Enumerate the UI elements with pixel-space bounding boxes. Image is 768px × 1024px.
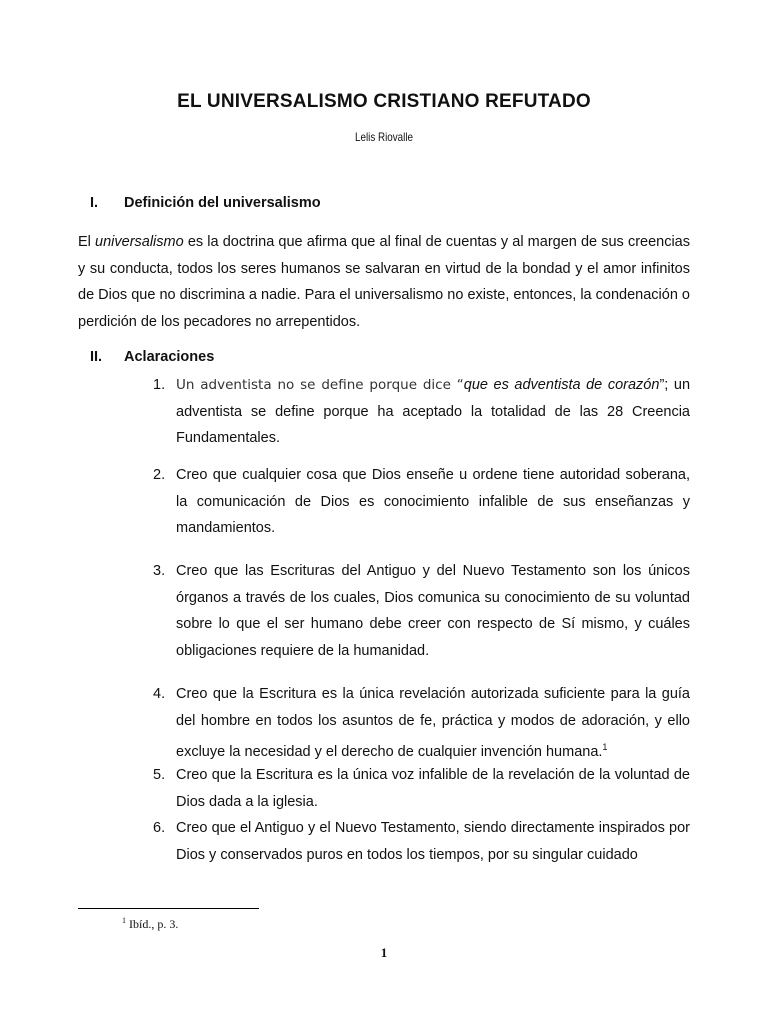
footnote-text: Ibíd., p. 3. bbox=[126, 917, 179, 931]
para-emphasis: universalismo bbox=[95, 234, 184, 250]
list-item-text: Creo que la Escritura es la única voz infalible de la revelación de la voluntad de Dios dada a la iglesia. bbox=[176, 767, 690, 810]
list-item-number: 6. bbox=[153, 820, 166, 836]
para-prefix: El bbox=[78, 234, 96, 250]
list-item-text-part: Un adventista no se define porque dice “ bbox=[176, 377, 464, 393]
list-item-text-part: ”; un adventista se define porque ha aceptado la totalidad de las 28 Creencia Fundamentales. bbox=[176, 377, 691, 446]
list-item bbox=[153, 372, 690, 452]
list-item-emphasis: que es adventista de corazón bbox=[463, 377, 660, 393]
list-item bbox=[153, 815, 690, 868]
author-name: Lelis Riovalle bbox=[355, 130, 413, 144]
list-item bbox=[153, 462, 690, 542]
list-item-text: Creo que el Antiguo y el Nuevo Testamento, siendo directamente inspirados por Dios y conservados puros en todos los tiempos, por su singular cuidado bbox=[176, 820, 690, 863]
section-heading-1 bbox=[90, 195, 321, 211]
list-item-text-part: Creo que la Escritura es la única revelación autorizada suficiente para la guía del hombre en todos los asuntos de fe, práctica y modos de adoración, y ello excluye la necesidad y el derecho de cualquier invención humana. bbox=[176, 686, 690, 760]
list-item-number: 3. bbox=[153, 563, 166, 579]
list-item-number: 2. bbox=[153, 467, 166, 483]
list-item-number: 5. bbox=[153, 767, 166, 783]
section-title: Definición del universalismo bbox=[124, 195, 321, 211]
definition-paragraph bbox=[78, 229, 690, 335]
list-item-text bbox=[176, 372, 690, 452]
footnote-mark: 1 bbox=[122, 916, 126, 925]
section-number: II. bbox=[90, 349, 103, 365]
section-number: I. bbox=[90, 195, 99, 211]
para-text: es la doctrina que afirma que al final de cuentas y al margen de sus creencias y su conducta, todos los seres humanos se salvaran en virtud de la bondad y el amor infinitos de Dios que no discrimina a nadie. Para el universalismo no existe, entonces, la condenación o perdición de los pecadores no arrepentidos. bbox=[78, 234, 690, 330]
section-title: Aclaraciones bbox=[124, 349, 215, 365]
list-item-number: 4. bbox=[153, 686, 166, 702]
document-title: EL UNIVERSALISMO CRISTIANO REFUTADO bbox=[177, 91, 591, 112]
page-number: 1 bbox=[380, 945, 388, 960]
list-item bbox=[153, 681, 690, 765]
list-item-text bbox=[176, 681, 690, 765]
list-item bbox=[153, 558, 690, 664]
section-heading-2 bbox=[90, 349, 214, 365]
list-item bbox=[153, 762, 690, 815]
footnote bbox=[122, 916, 178, 932]
footnote-reference: 1 bbox=[602, 742, 608, 752]
footnote-divider bbox=[78, 908, 259, 909]
list-item-number: 1. bbox=[153, 377, 166, 393]
list-item-text: Creo que las Escrituras del Antiguo y del Nuevo Testamento son los únicos órganos a través de los cuales, Dios comunica su conocimiento de su voluntad sobre lo que el ser humano debe creer con respecto de Sí mismo, y cuáles obligaciones requiere de la humanidad. bbox=[176, 563, 690, 659]
list-item-text: Creo que cualquier cosa que Dios enseñe u ordene tiene autoridad soberana, la comunicación de Dios es conocimiento infalible de sus enseñanzas y mandamientos. bbox=[176, 467, 690, 536]
